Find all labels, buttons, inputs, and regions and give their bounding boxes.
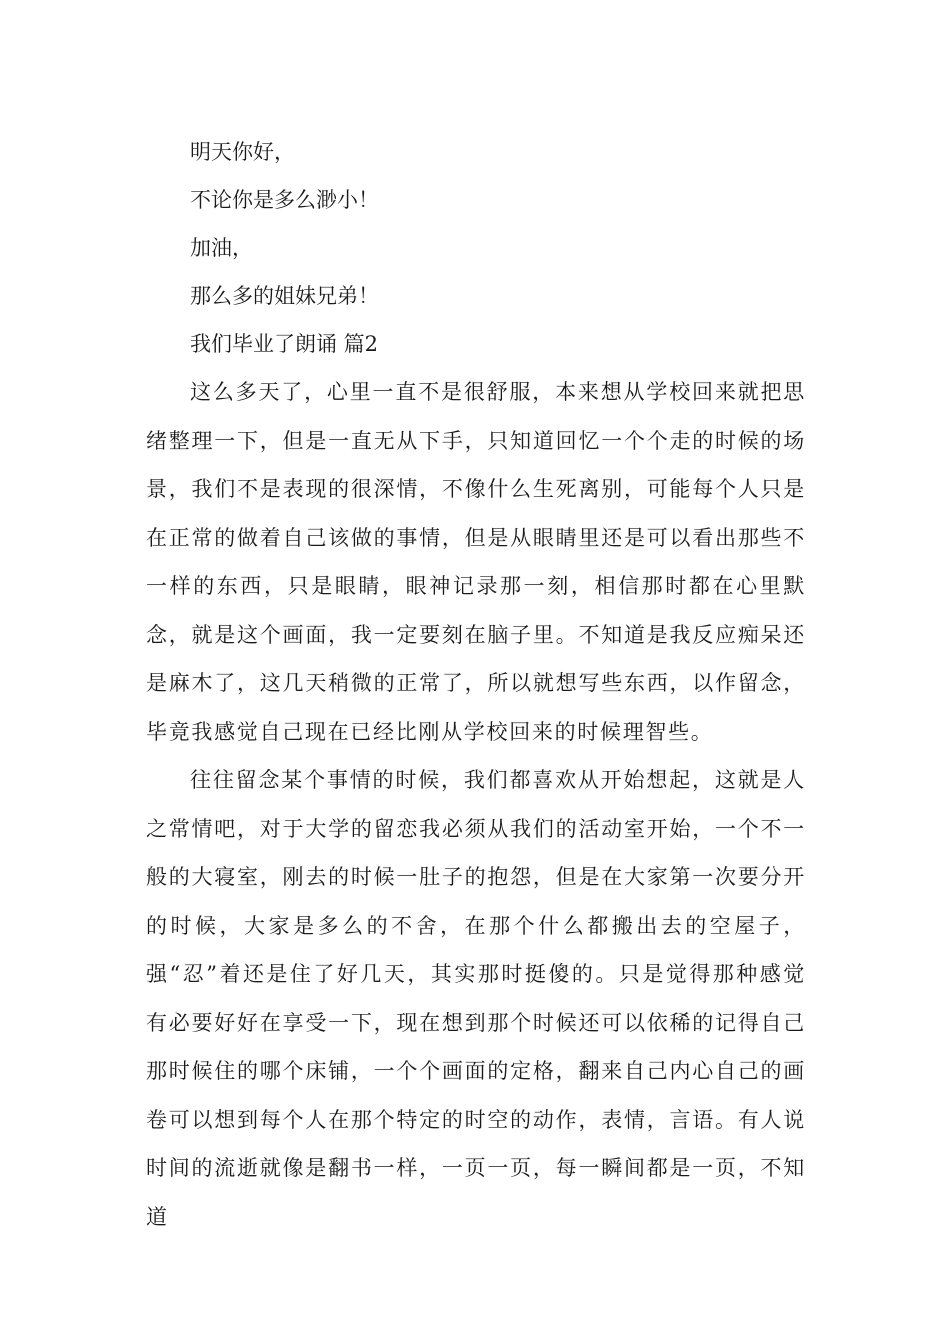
document-body (146, 128, 806, 1241)
body-paragraph: 这么多天了，心里一直不是很舒服，本来想从学校回来就把思绪整理一下，但是一直无从下手，只知道回忆一个个走的时候的场景，我们不是表现的很深情，不像什么生死离别，可能每个人只是在正常的做着自己该做的事情，但是从眼睛里还是可以看出那些不一样的东西，只是眼睛，眼神记录那一刻，相信那时都在心里默念，就是这个画面，我一定要刻在脑子里。不知道是我反应痴呆还是麻木了，这几天稍微的正常了，所以就想写些东西，以作留念，毕竟我感觉自己现在已经比刚从学校回来的时候理智些。 (146, 380, 806, 744)
poem-line: 那么多的姐妹兄弟！ (190, 284, 379, 308)
poem-line: 明天你好， (190, 140, 295, 164)
section-heading: 我们毕业了朗诵 篇2 (190, 332, 379, 356)
poem-line: 加油， (190, 236, 253, 260)
poem-line: 不论你是多么渺小！ (190, 188, 379, 212)
body-paragraph: 往往留念某个事情的时候，我们都喜欢从开始想起，这就是人之常情吧，对于大学的留恋我必须从我们的活动室开始，一个不一般的大寝室，刚去的时候一肚子的抱怨，但是在大家第一次要分开的时候，大家是多么的不舍，在那个什么都搬出去的空屋子，强“忍”着还是住了好几天，其实那时挺傻的。只是觉得那种感觉有必要好好在享受一下，现在想到那个时候还可以依稀的记得自己那时候住的哪个床铺，一个个画面的定格，翻来自己内心自己的画卷可以想到每个人在那个特定的时空的动作，表情，言语。有人说时间的流逝就像是翻书一样，一页一页，每一瞬间都是一页，不知道 (146, 768, 806, 1229)
